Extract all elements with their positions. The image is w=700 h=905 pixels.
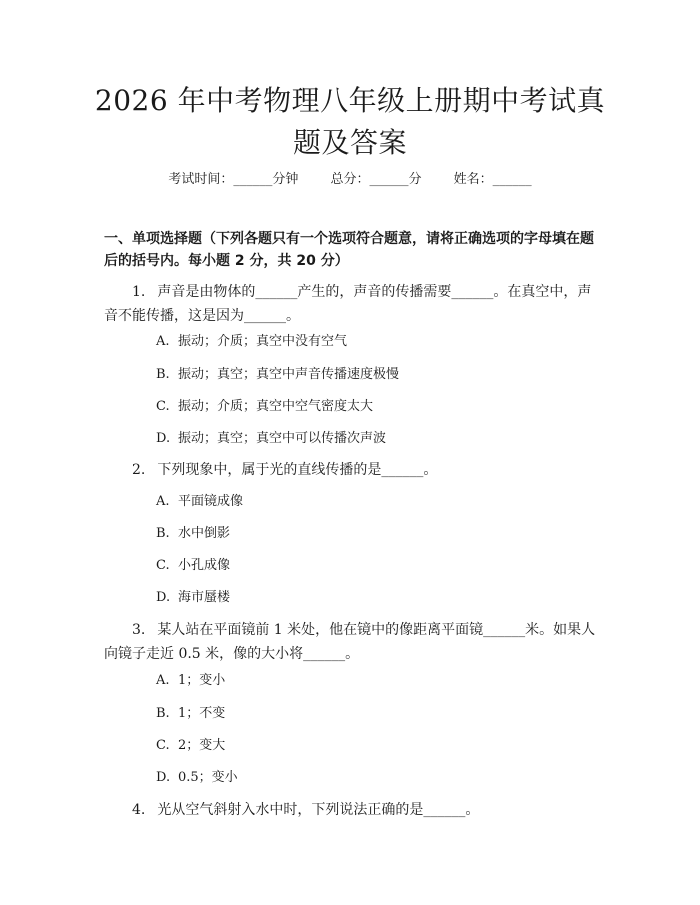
option-letter: A. <box>156 334 170 349</box>
option-text: 振动；真空；真空中可以传播次声波 <box>178 431 387 446</box>
option-letter: C. <box>156 399 170 414</box>
option-text: 振动；介质；真空中没有空气 <box>178 334 348 349</box>
question-text: 光从空气斜射入水中时，下列说法正确的是______。 <box>157 802 480 818</box>
option-letter: A. <box>156 494 170 509</box>
total-score-field: 总分：______分 <box>330 172 422 187</box>
section-heading: 一、单项选择题（下列各题只有一个选项符合题意，请将正确选项的字母填在题后的括号内。每小题 2 分，共 20 分） <box>104 231 594 269</box>
option-text: 水中倒影 <box>178 526 231 541</box>
question-3 <box>104 618 602 666</box>
question-1-option-c <box>156 397 373 417</box>
option-letter: B. <box>156 706 170 721</box>
question-text: 下列现象中，属于光的直线传播的是______。 <box>157 462 438 478</box>
option-text: 1；变小 <box>178 673 226 688</box>
exam-info <box>0 168 700 187</box>
option-text: 0.5；变小 <box>178 770 238 785</box>
page-title: 2026 年中考物理八年级上册期中考试真题及答案 <box>94 84 606 159</box>
option-letter: B. <box>156 367 170 382</box>
question-4 <box>104 798 602 822</box>
question-2-option-a <box>156 492 243 512</box>
question-3-option-c <box>156 736 225 756</box>
question-1-option-a <box>156 332 347 352</box>
question-2 <box>104 458 602 482</box>
question-number: 3. <box>132 622 146 638</box>
question-number: 4. <box>132 802 146 818</box>
option-letter: D. <box>156 770 171 785</box>
question-2-option-c <box>156 556 230 576</box>
question-3-option-b <box>156 704 225 724</box>
name-field: 姓名：______ <box>453 172 532 187</box>
option-letter: C. <box>156 738 170 753</box>
option-letter: D. <box>156 431 171 446</box>
question-1 <box>104 280 602 328</box>
question-text: 某人站在平面镜前 1 米处，他在镜中的像距离平面镜______米。如果人向镜子走近 0.5 米，像的大小将______。 <box>104 622 596 662</box>
question-3-option-d <box>156 768 238 788</box>
question-3-option-a <box>156 671 225 691</box>
option-letter: C. <box>156 558 170 573</box>
question-1-option-d <box>156 429 386 449</box>
option-letter: D. <box>156 590 171 605</box>
option-text: 海市蜃楼 <box>178 590 231 605</box>
question-2-option-d <box>156 588 230 608</box>
option-text: 振动；介质；真空中空气密度太大 <box>178 399 374 414</box>
option-text: 1；不变 <box>178 706 226 721</box>
option-text: 小孔成像 <box>178 558 231 573</box>
option-text: 振动；真空；真空中声音传播速度极慢 <box>178 367 400 382</box>
question-text: 声音是由物体的______产生的，声音的传播需要______。在真空中，声音不能传播，这是因为______。 <box>104 284 592 324</box>
exam-time-field: 考试时间：______分钟 <box>168 172 299 187</box>
question-1-option-b <box>156 365 399 385</box>
question-number: 1. <box>132 284 146 300</box>
option-text: 平面镜成像 <box>178 494 244 509</box>
question-2-option-b <box>156 524 230 544</box>
option-letter: B. <box>156 526 170 541</box>
question-number: 2. <box>132 462 146 478</box>
option-text: 2；变大 <box>178 738 226 753</box>
option-letter: A. <box>156 673 170 688</box>
